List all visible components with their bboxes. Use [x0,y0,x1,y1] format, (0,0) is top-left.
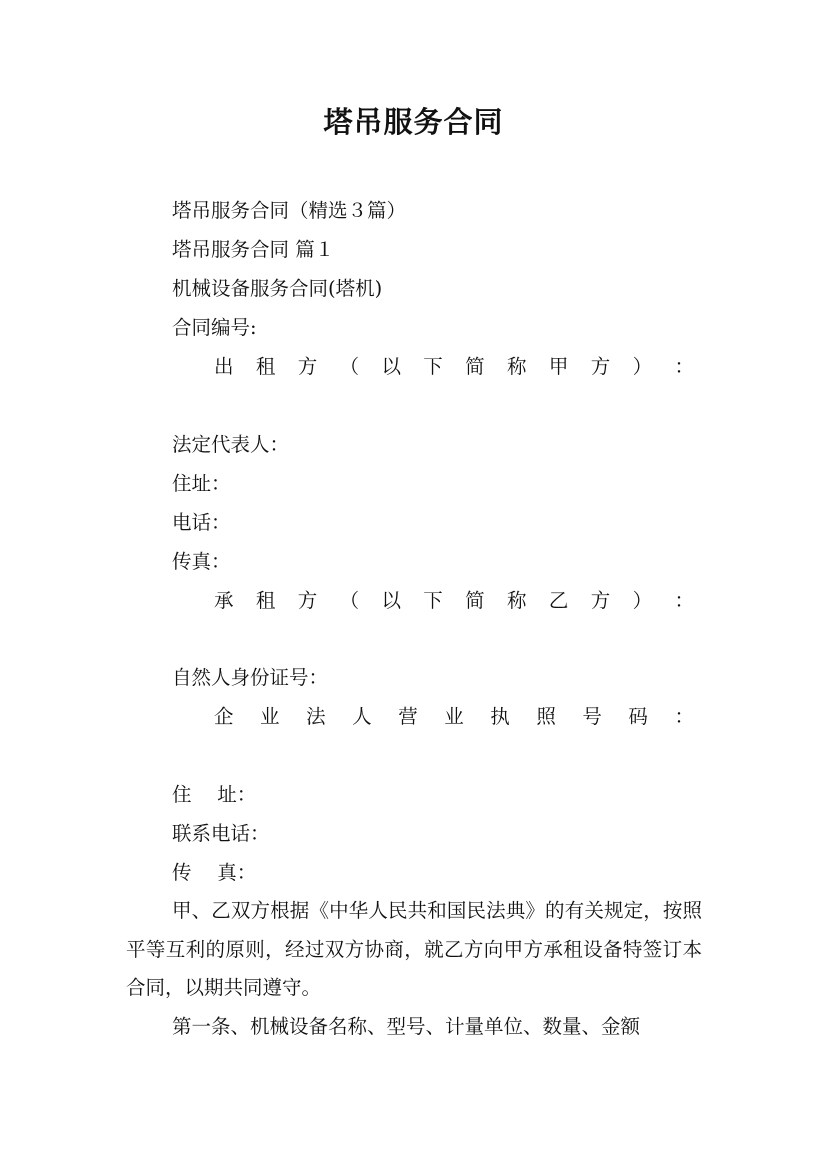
address-label: 住址： [172,472,231,495]
lessor-label: 出 租 方 （ 以 下 简 称 甲 方 ） ： [214,355,694,378]
lessee-fax-label: 传 真： [172,861,257,884]
contract-subheading: 塔吊服务合同 篇１ [172,238,335,261]
agreement-paragraph: 甲、乙双方根据《中华人民共和国民法典》的有关规定，按照平等互利的原则，经过双方协商，就乙方向甲方承租设备特签订本合同，以期共同遵守。 [126,899,702,999]
legal-representative-label: 法定代表人： [172,433,290,456]
fax-label: 传真： [172,550,231,573]
id-number-label: 自然人身份证号： [172,666,329,689]
lessee-address-label: 住 址： [172,783,257,806]
contract-name: 机械设备服务合同(塔机) [172,277,383,300]
contract-number-label: 合同编号: [172,316,257,339]
phone-label: 电话： [172,511,231,534]
contract-heading: 塔吊服务合同（精选３篇） [172,199,407,222]
business-license-label: 企 业 法 人 营 业 执 照 号 码 ： [214,705,694,728]
article-one-paragraph: 第一条、机械设备名称、型号、计量单位、数量、金额 [172,1015,641,1038]
contact-phone-label: 联系电话： [172,822,270,845]
document-title: 塔吊服务合同 [323,105,504,139]
lessee-label: 承 租 方 （ 以 下 简 称 乙 方 ） ： [214,589,694,612]
